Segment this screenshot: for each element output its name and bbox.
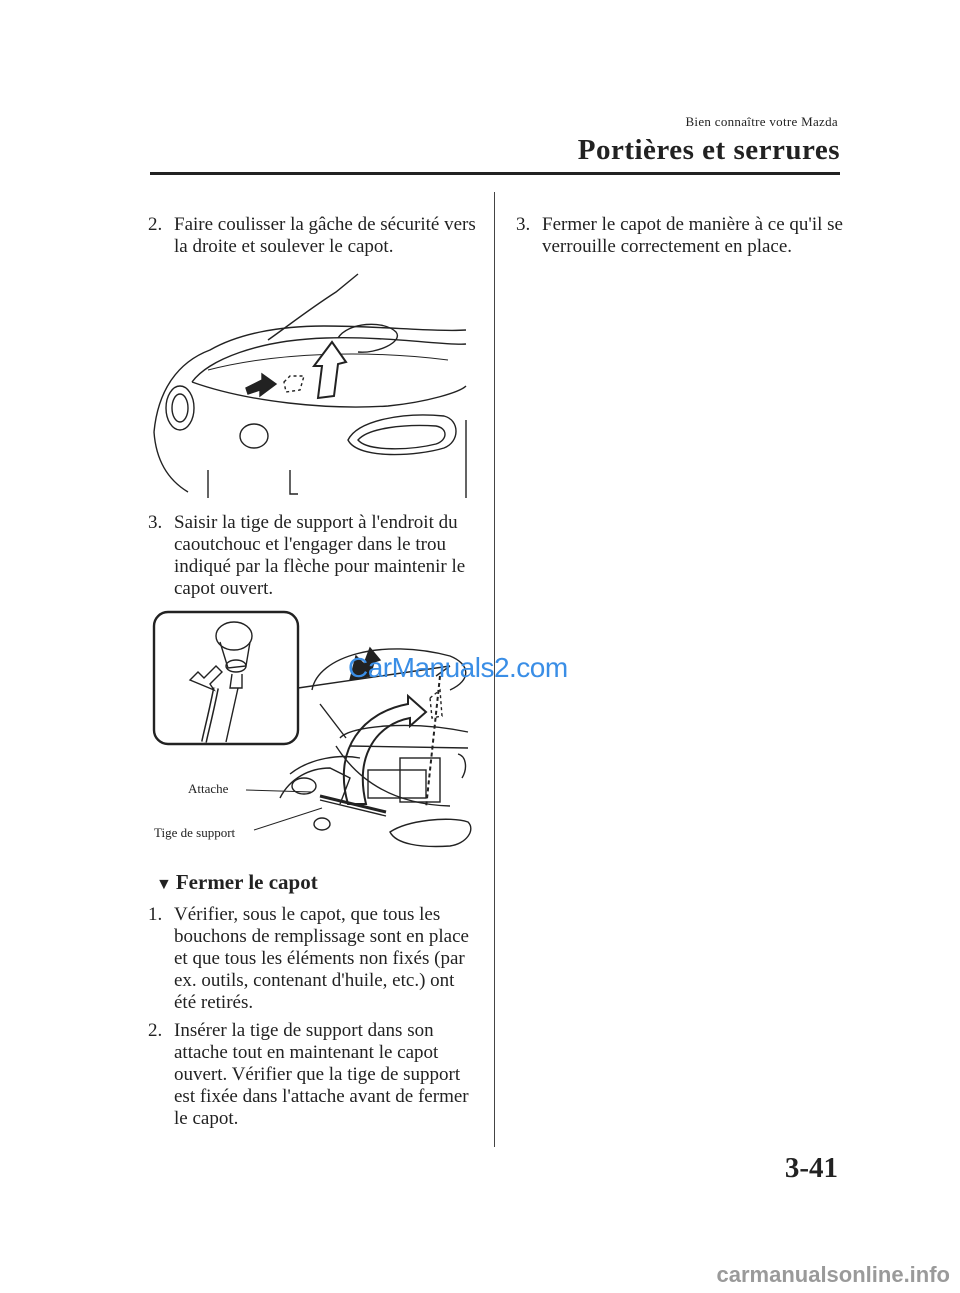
header-rule: [150, 172, 840, 175]
callout-attache: Attache: [188, 781, 229, 796]
step-line: Vérifier, sous le capot, que tous les: [174, 904, 441, 925]
triangle-marker-icon: ▼: [156, 876, 172, 893]
step-number: 3.: [148, 512, 163, 533]
section-heading-close-hood: [156, 870, 318, 895]
step-number: 2.: [148, 214, 163, 235]
support-rod-illustration: [150, 608, 480, 848]
step-line: est fixée dans l'attache avant de fermer: [174, 1086, 469, 1107]
step-line: Insérer la tige de support dans son: [174, 1020, 434, 1041]
step-line: capot ouvert.: [174, 578, 274, 599]
step-line: ouvert. Vérifier que la tige de support: [174, 1064, 461, 1085]
step-line: été retirés.: [174, 992, 254, 1013]
section-title: Portières et serrures: [577, 134, 840, 166]
step-line: verrouille correctement en place.: [542, 236, 793, 257]
step-line: Faire coulisser la gâche de sécurité vers: [174, 214, 476, 235]
step-line: attache tout en maintenant le capot: [174, 1042, 439, 1063]
step-line: indiqué par la flèche pour maintenir le: [174, 556, 466, 577]
page-number: 3-41: [784, 1152, 838, 1184]
callout-leader-attache: [246, 790, 312, 792]
step-number: 2.: [148, 1020, 163, 1041]
watermark-bottom: carmanualsonline.info: [716, 1262, 950, 1287]
step-1-close: [148, 904, 488, 1014]
step-line: et que tous les éléments non fixés (par: [174, 948, 465, 969]
step-3-close: [516, 214, 846, 258]
hood-release-illustration: [148, 270, 478, 500]
watermark-center: CarManuals2.com: [348, 652, 568, 683]
chapter-title: Bien connaître votre Mazda: [685, 114, 838, 129]
step-number: 3.: [516, 214, 531, 235]
step-2-close: [148, 1020, 488, 1130]
step-line: Saisir la tige de support à l'endroit du: [174, 512, 458, 533]
section-heading-text: Fermer le capot: [175, 870, 318, 894]
step-line: caoutchouc et l'engager dans le trou: [174, 534, 446, 555]
callout-leader-tige: [254, 808, 322, 830]
step-2-open: [148, 214, 488, 258]
step-number: 1.: [148, 904, 163, 925]
step-line: Fermer le capot de manière à ce qu'il se: [542, 214, 843, 235]
callout-support-rod: Tige de support: [154, 825, 236, 840]
step-line: ex. outils, contenant d'huile, etc.) ont: [174, 970, 455, 991]
step-line: bouchons de remplissage sont en place: [174, 926, 469, 947]
step-3-open: [148, 512, 488, 600]
step-line: la droite et soulever le capot.: [174, 236, 394, 257]
step-line: le capot.: [174, 1108, 239, 1129]
